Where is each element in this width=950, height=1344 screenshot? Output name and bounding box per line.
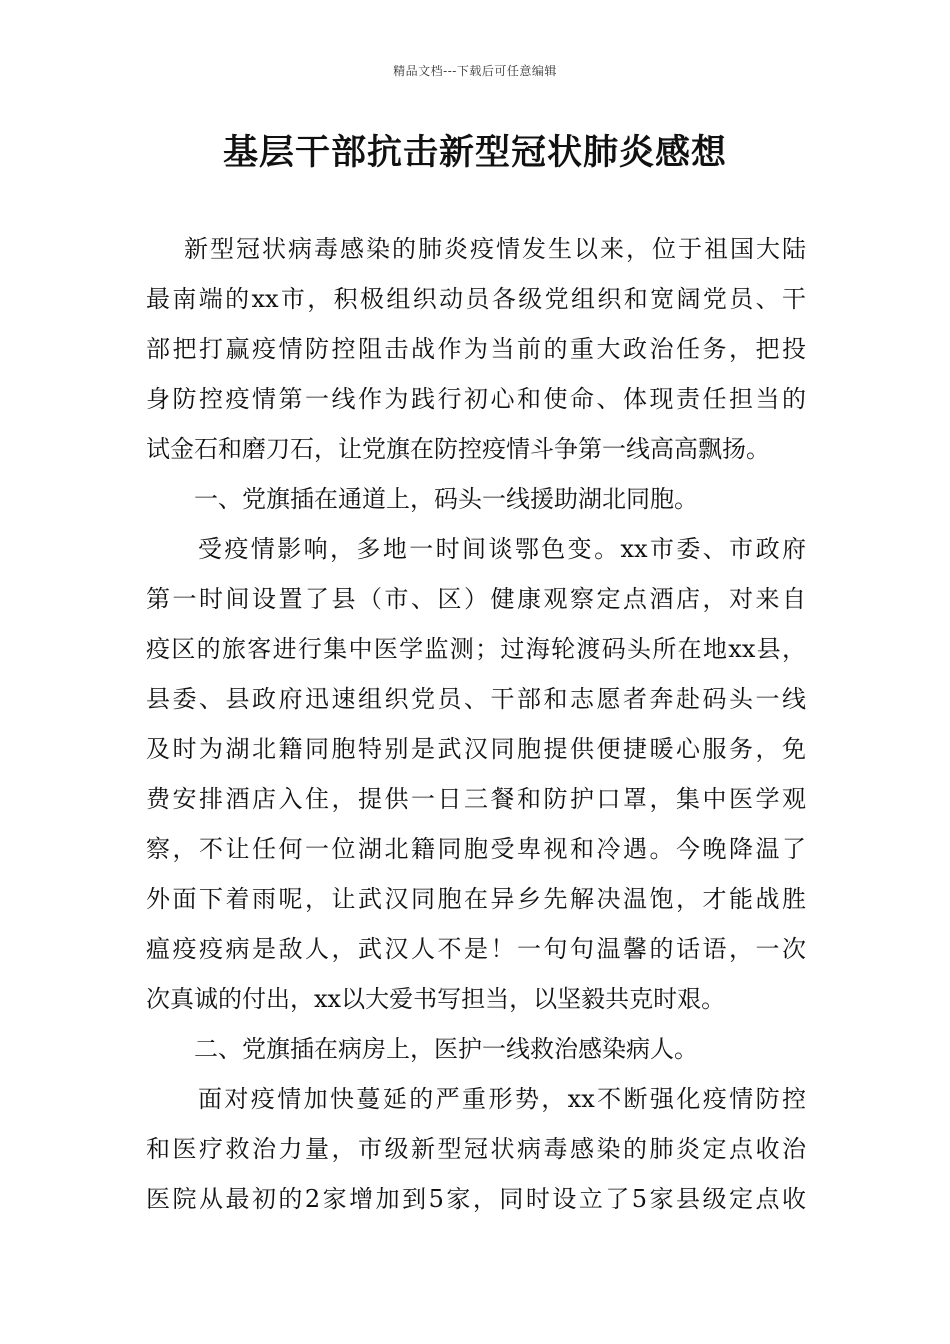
paragraph-line: 县委、县政府迅速组织党员、干部和志愿者奔赴码头一线 [146,685,806,713]
paragraph-line: 第一时间设置了县（市、区）健康观察定点酒店，对来自 [146,585,806,613]
paragraph-line: 新型冠状病毒感染的肺炎疫情发生以来，位于祖国大陆 [184,235,806,263]
paragraph-line: 和医疗救治力量，市级新型冠状病毒感染的肺炎定点收治 [146,1135,806,1163]
document-title: 基层干部抗击新型冠状肺炎感想 [222,133,727,173]
paragraph-line: 身防控疫情第一线作为践行初心和使命、体现责任担当的 [146,385,806,413]
paragraph-line: 费安排酒店入住，提供一日三餐和防护口罩，集中医学观 [146,785,806,813]
paragraph-line: 医院从最初的2家增加到5家，同时设立了5家县级定点收 [146,1185,806,1213]
paragraph-line: 疫区的旅客进行集中医学监测；过海轮渡码头所在地xx县， [146,635,806,663]
paragraph-line: 面对疫情加快蔓延的严重形势，xx不断强化疫情防控 [198,1085,806,1113]
paragraph-line: 试金石和磨刀石，让党旗在防控疫情斗争第一线高高飘扬。 [146,435,770,463]
paragraph-line: 及时为湖北籍同胞特别是武汉同胞提供便捷暖心服务，免 [146,735,806,763]
paragraph-line: 次真诚的付出，xx以大爱书写担当，以坚毅共克时艰。 [146,985,726,1013]
paragraph-line: 部把打赢疫情防控阻击战作为当前的重大政治任务，把投 [146,335,806,363]
header-note: 精品文档---下载后可任意编辑 [393,64,557,78]
section-heading: 二、党旗插在病房上，医护一线救治感染病人。 [194,1035,698,1063]
paragraph-line: 瘟疫疫病是敌人，武汉人不是！一句句温馨的话语，一次 [146,935,806,963]
paragraph-line: 受疫情影响，多地一时间谈鄂色变。xx市委、市政府 [198,535,806,563]
paragraph-line: 察，不让任何一位湖北籍同胞受卑视和冷遇。今晚降温了 [146,835,806,863]
section-heading: 一、党旗插在通道上，码头一线援助湖北同胞。 [194,485,698,513]
paragraph-line: 最南端的xx市，积极组织动员各级党组织和宽阔党员、干 [146,285,806,313]
document-body [146,224,806,1224]
paragraph-line: 外面下着雨呢，让武汉同胞在异乡先解决温饱，才能战胜 [146,885,806,913]
